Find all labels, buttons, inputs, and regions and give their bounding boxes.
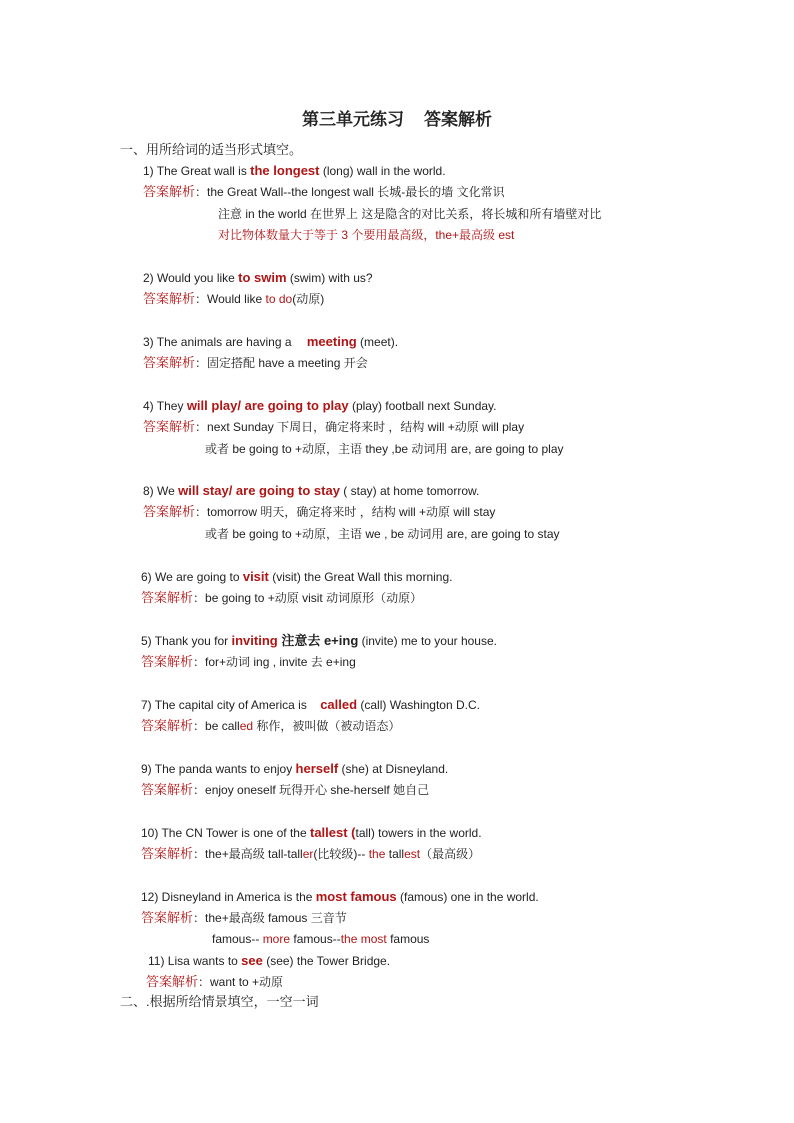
question-12: 12) Disneyland in America is the most famous (famous) one in the world. bbox=[141, 889, 539, 904]
question-8: 8) We will stay/ are going to stay ( stay) at home tomorrow. bbox=[143, 483, 480, 498]
answer-7: called bbox=[320, 697, 358, 712]
explanation-12: 答案解析：the+最高级 famous 三音节 bbox=[141, 910, 347, 925]
question-4: 4) They will play/ are going to play (play) football next Sunday. bbox=[143, 398, 497, 413]
question-3: 3) The animals are having a meeting (meet). bbox=[143, 334, 399, 349]
question-7: 7) The capital city of America is called (call) Washington D.C. bbox=[141, 697, 480, 712]
explanation-12-line2: famous-- more famous--the most famous bbox=[212, 932, 430, 946]
explanation-10: 答案解析：the+最高级 tall-taller(比较级)-- the tallest（最高级） bbox=[141, 846, 481, 861]
answer-11: see bbox=[241, 953, 263, 968]
question-10: 10) The CN Tower is one of the tallest (tall) towers in the world. bbox=[141, 825, 482, 840]
answer-9: herself bbox=[295, 761, 339, 776]
section-1-heading: 一、用所给词的适当形式填空。 bbox=[120, 142, 303, 157]
question-1: 1) The Great wall is the longest (long) wall in the world. bbox=[143, 163, 446, 178]
explanation-4-line2: 或者 be going to +动原，主语 they ,be 动词用 are, are going to play bbox=[205, 442, 564, 456]
explanation-1: 答案解析：the Great Wall--the longest wall 长城-最长的墙 文化常识 bbox=[143, 184, 505, 199]
explanation-6: 答案解析：be going to +动原 visit 动词原形（动原） bbox=[141, 590, 423, 605]
explanation-7: 答案解析：be called 称作，被叫做（被动语态） bbox=[141, 718, 401, 733]
explanation-4: 答案解析：next Sunday 下周日，确定将来时 ，结构 will +动原 will play bbox=[143, 419, 525, 434]
explanation-label: 答案解析 bbox=[143, 184, 196, 199]
answer-2: to swim bbox=[238, 270, 287, 285]
question-5: 5) Thank you for inviting 注意去 e+ing (invite) me to your house. bbox=[141, 633, 497, 648]
answer-8: will stay/ are going to stay bbox=[178, 483, 340, 498]
answer-6: visit bbox=[242, 569, 269, 584]
answer-1: the longest bbox=[250, 163, 320, 178]
explanation-9: 答案解析：enjoy oneself 玩得开心 she-herself 她自己 bbox=[141, 782, 430, 797]
explanation-5: 答案解析：for+动词 ing , invite 去 e+ing bbox=[141, 654, 356, 669]
answer-4: will play/ are going to play bbox=[186, 398, 349, 413]
answer-12: most famous bbox=[315, 889, 397, 904]
explanation-3: 答案解析：固定搭配 have a meeting 开会 bbox=[143, 355, 368, 370]
answer-10: tallest ( bbox=[309, 825, 356, 840]
question-9: 9) The panda wants to enjoy herself (she) at Disneyland. bbox=[141, 761, 449, 776]
answer-5: inviting bbox=[231, 633, 278, 648]
explanation-8-line2: 或者 be going to +动原，主语 we , be 动词用 are, are going to stay bbox=[205, 527, 560, 541]
explanation-1-line2: 注意 in the world 在世界上 这是隐含的对比关系，将长城和所有墙壁对比 bbox=[218, 207, 602, 221]
explanation-8: 答案解析：tomorrow 明天，确定将来时 ，结构 will +动原 will stay bbox=[143, 504, 496, 519]
explanation-1-line3: 对比物体数量大于等于 3 个要用最高级，the+最高级 est bbox=[218, 228, 515, 242]
question-11: 11) Lisa wants to see (see) the Tower Bridge. bbox=[148, 953, 391, 968]
explanation-11: 答案解析：want to +动原 bbox=[146, 974, 284, 989]
section-2-heading: 二、.根据所给情景填空，一空一词 bbox=[120, 994, 319, 1009]
answer-3: meeting bbox=[306, 334, 357, 349]
question-6: 6) We are going to visit (visit) the Great Wall this morning. bbox=[141, 569, 453, 584]
explanation-2: 答案解析：Would like to do(动原) bbox=[143, 291, 325, 306]
question-2: 2) Would you like to swim (swim) with us? bbox=[143, 270, 373, 285]
page-title: 第三单元练习 答案解析 bbox=[302, 110, 492, 130]
